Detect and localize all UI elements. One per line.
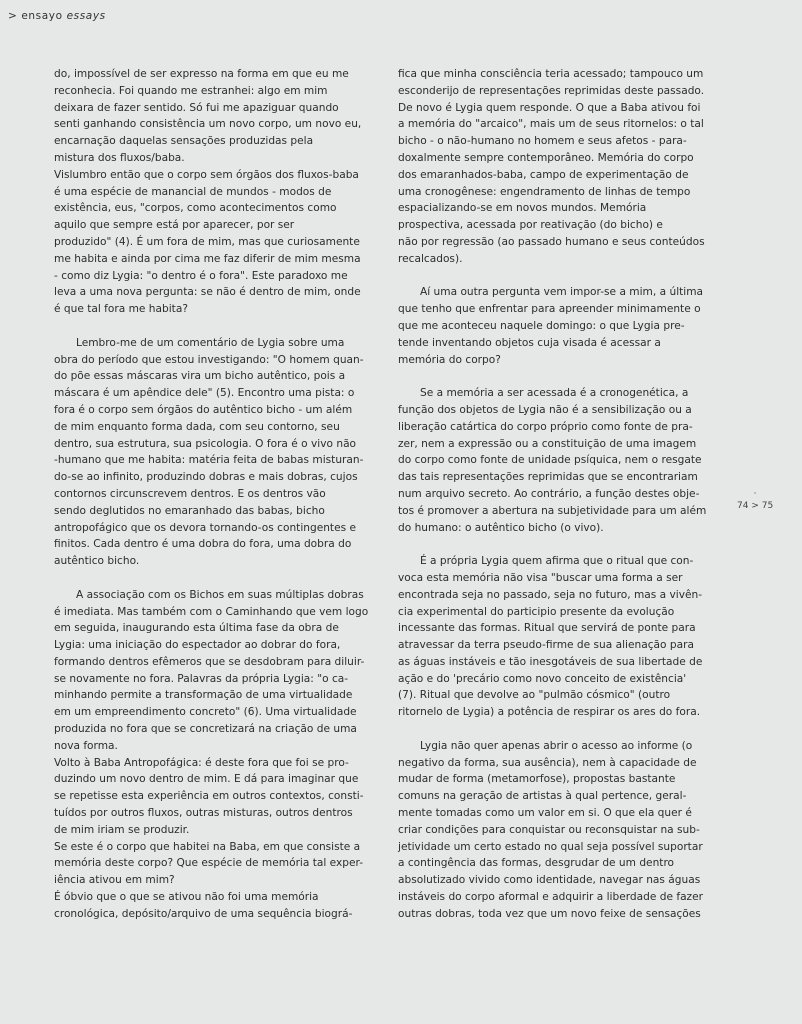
text-line: de mim iriam se produzir.	[54, 823, 190, 836]
paragraph	[54, 167, 376, 318]
text-line: em seguida, inaugurando esta última fase da obra de	[54, 622, 339, 635]
text-line: em um empreendimento concreto" (6). Uma virtualidade	[54, 706, 357, 719]
text-line: incessante das formas. Ritual que servirá de ponte para	[398, 622, 696, 635]
text-line: Se a memória a ser acessada é a cronogenética, a	[420, 387, 689, 400]
section-label-en: essays	[66, 10, 106, 22]
text-line: Lygia não quer apenas abrir o acesso ao informe (o	[420, 739, 693, 752]
paragraph	[398, 553, 720, 721]
paragraph	[54, 889, 376, 923]
text-line: produzido" (4). É um fora de mim, mas que curiosamente	[54, 235, 360, 248]
text-line: esconderijo de representações reprimidas deste passado.	[398, 84, 705, 97]
text-line: finitos. Cada dentro é uma dobra do fora, uma dobra do	[54, 538, 352, 551]
text-line: sendo deglutidos no emaranhado das babas, bicho	[54, 504, 325, 517]
text-line: do, impossível de ser expresso na forma em que eu me	[54, 68, 349, 80]
text-line: De novo é Lygia quem responde. O que a Baba ativou foi	[398, 101, 701, 114]
text-line: Lembro-me de um comentário de Lygia sobre uma	[76, 336, 345, 349]
text-line: mistura dos fluxos/baba.	[54, 151, 185, 164]
text-line: negativo da forma, sua ausência), nem à capacidade de	[398, 756, 697, 769]
text-line: bicho - o não-humano no homem e seus afetos - para-	[398, 135, 687, 148]
text-line: formando dentros efêmeros que se desdobram para diluir-	[54, 655, 365, 668]
text-line: a contingência das formas, desgrudar de um dentro	[398, 857, 675, 870]
text-line: num arquivo secreto. Ao contrário, a função destes obje-	[398, 487, 700, 500]
page-numbers: 74 > 75	[737, 501, 774, 511]
text-line: zer, nem a expressão ou a constituição de uma imagem	[398, 437, 697, 450]
text-line: mente tomadas como um valor em si. O que ela quer é	[398, 807, 692, 820]
text-line: tende inventando objetos cuja visada é acessar a	[398, 336, 661, 349]
text-line: absolutizado vivido como identidade, navegar nas águas	[398, 874, 701, 887]
text-line: liberação catártica do corpo próprio como fonte de pra-	[398, 420, 693, 433]
side-dot: ·	[753, 489, 757, 499]
text-line: se novamente no fora. Palavras da própria Lygia: "o ca-	[54, 672, 349, 685]
text-line: é imediata. Mas também com o Caminhando que vem logo	[54, 605, 369, 618]
text-line: memória deste corpo? Que espécie de memória tal exper-	[54, 857, 364, 870]
text-line: Lygia: uma iniciação do espectador ao dobrar do fora,	[54, 639, 341, 652]
text-line: função dos objetos de Lygia não é a sensibilização ou a	[398, 403, 692, 416]
text-line: me habita e ainda por cima me faz diferir de mim mesma	[54, 252, 361, 265]
text-line: do humano: o autêntico bicho (o vivo).	[398, 521, 604, 534]
text-line: encontrada seja no passado, seja no futuro, mas a vivên-	[398, 588, 703, 601]
text-line: produzida no fora que se concretizará na criação de uma	[54, 723, 357, 736]
text-line: leva a uma nova pergunta: se não é dentro de mim, onde	[54, 286, 361, 299]
text-line: Aí uma outra pergunta vem impor-se a mim, a última	[420, 286, 704, 299]
text-line: ação e do 'precário como novo conceito de existência'	[398, 672, 687, 685]
header-marker: >	[8, 10, 18, 22]
text-line: que tenho que enfrentar para apreender minimamente o	[398, 303, 701, 316]
text-line: espacializando-se em novos mundos. Memória	[398, 202, 647, 215]
text-line: tos é promover a abertura na subjetividade para um além	[398, 504, 707, 517]
text-line: -humano que me habita: matéria feita de babas misturan-	[54, 454, 364, 467]
text-line: dos emaranhados-baba, campo de experimentação de	[398, 168, 689, 181]
text-line: uma cronogênese: engendramento de linhas de tempo	[398, 185, 691, 198]
text-line: prospectiva, acessada por reativação (do bicho) e	[398, 219, 663, 232]
text-line: nova forma.	[54, 739, 118, 752]
text-line: recalcados).	[398, 252, 463, 265]
text-line: dentro, sua estrutura, sua psicologia. O fora é o vivo não	[54, 437, 357, 450]
text-line: A associação com os Bichos em suas múltiplas dobras	[76, 588, 364, 601]
paragraph	[54, 839, 376, 889]
text-line: aquilo que sempre está por aparecer, por ser	[54, 219, 295, 232]
text-line: é uma espécie de manancial de mundos - modos de	[54, 185, 332, 198]
text-line: iência ativou em mim?	[54, 874, 175, 887]
text-line: outras dobras, toda vez que um novo feixe de sensações	[398, 907, 701, 920]
text-line: instáveis do corpo aformal e adquirir a liberdade de fazer	[398, 891, 703, 904]
text-line: contornos circunscrevem dentros. E os dentros vão	[54, 487, 326, 500]
text-line: É óbvio que o que se ativou não foi uma memória	[54, 891, 319, 904]
text-line: do-se ao infinito, produzindo dobras e mais dobras, cujos	[54, 471, 358, 484]
paragraph	[54, 587, 376, 755]
text-line: reconhecia. Foi quando me estranhei: algo em mim	[54, 84, 328, 97]
running-header	[8, 10, 106, 22]
text-line: jetividade um certo estado no qual seja possível suportar	[398, 840, 703, 853]
text-line: de mim enquanto forma dada, com seu contorno, seu	[54, 420, 340, 433]
paragraph	[398, 284, 720, 368]
text-line: do põe essas máscaras vira um bicho autêntico, pois a	[54, 370, 346, 383]
text-line: doxalmente sempre contemporâneo. Memória do corpo	[398, 151, 694, 164]
text-line: que me aconteceu naquele domingo: o que Lygia pre-	[398, 319, 685, 332]
paragraph	[398, 385, 720, 536]
text-line: encarnação daquelas sensações produzidas pela	[54, 135, 314, 148]
text-line: Se este é o corpo que habitei na Baba, em que consiste a	[54, 840, 361, 853]
page-number-marker	[737, 488, 773, 512]
text-line: autêntico bicho.	[54, 555, 140, 568]
paragraph	[54, 335, 376, 570]
text-line: tuídos por outros fluxos, outras misturas, outros dentros	[54, 807, 353, 820]
paragraph	[398, 66, 720, 268]
text-line: comuns na geração de artistas à qual pertence, geral-	[398, 790, 687, 803]
text-line: Volto à Baba Antropofágica: é deste fora que foi se pro-	[54, 756, 349, 769]
text-line: ritornelo de Lygia) a potência de respirar os ares do fora.	[398, 706, 701, 719]
paragraph	[398, 738, 720, 923]
section-label-pt: ensayo	[21, 10, 63, 22]
text-line: cia experimental do participio presente da evolução	[398, 605, 675, 618]
text-line: fica que minha consciência teria acessado; tampouco um	[398, 68, 704, 80]
text-line: máscara é um apêndice dele" (5). Encontro uma pista: o	[54, 387, 355, 400]
text-line: memória do corpo?	[398, 353, 501, 366]
text-line: voca esta memória não visa "buscar uma forma a ser	[398, 571, 683, 584]
text-line: existência, eus, "corpos, como acontecimentos como	[54, 202, 337, 215]
paragraph	[54, 66, 376, 167]
text-line: fora é o corpo sem órgãos do autêntico bicho - um além	[54, 403, 353, 416]
text-line: a memória do "arcaico", mais um de seus ritornelos: o tal	[398, 118, 704, 131]
text-line: minhando permite a transformação de uma virtualidade	[54, 689, 353, 702]
text-line: não por regressão (ao passado humano e seus conteúdos	[398, 235, 705, 248]
text-line: Vislumbro então que o corpo sem órgãos dos fluxos-baba	[54, 168, 359, 181]
text-line: das tais representações reprimidas que se encontrariam	[398, 471, 698, 484]
text-line: (7). Ritual que devolve ao "pulmão cósmico" (outro	[398, 689, 671, 702]
paragraph	[54, 755, 376, 839]
text-line: cronológica, depósito/arquivo de uma sequência biográ-	[54, 907, 353, 920]
text-line: - como diz Lygia: "o dentro é o fora". Este paradoxo me	[54, 269, 348, 282]
text-line: obra do período que estou investigando: "O homem quan-	[54, 353, 364, 366]
text-line: deixara de fazer sentido. Só fui me apaziguar quando	[54, 101, 339, 114]
text-line: se repetisse esta experiência em outros contextos, consti-	[54, 790, 364, 803]
right-text-column	[398, 66, 720, 923]
text-line: é que tal fora me habita?	[54, 303, 188, 316]
text-line: É a própria Lygia quem afirma que o ritual que con-	[420, 555, 694, 568]
text-line: atravessar da terra pseudo-firme de sua alienação para	[398, 639, 694, 652]
text-line: duzindo um novo dentro de mim. E dá para imaginar que	[54, 773, 359, 786]
text-line: antropofágico que os devora tornando-os contingentes e	[54, 521, 357, 534]
text-line: mudar de forma (metamorfose), propostas bastante	[398, 773, 676, 786]
left-text-column	[54, 66, 376, 923]
text-line: senti ganhando consistência um novo corpo, um novo eu,	[54, 118, 362, 131]
text-line: criar condições para conquistar ou reconsquistar na sub-	[398, 823, 700, 836]
text-line: as águas instáveis e tão inesgotáveis de sua libertade de	[398, 655, 703, 668]
text-line: do corpo como fonte de unidade psíquica, nem o resgate	[398, 454, 702, 467]
